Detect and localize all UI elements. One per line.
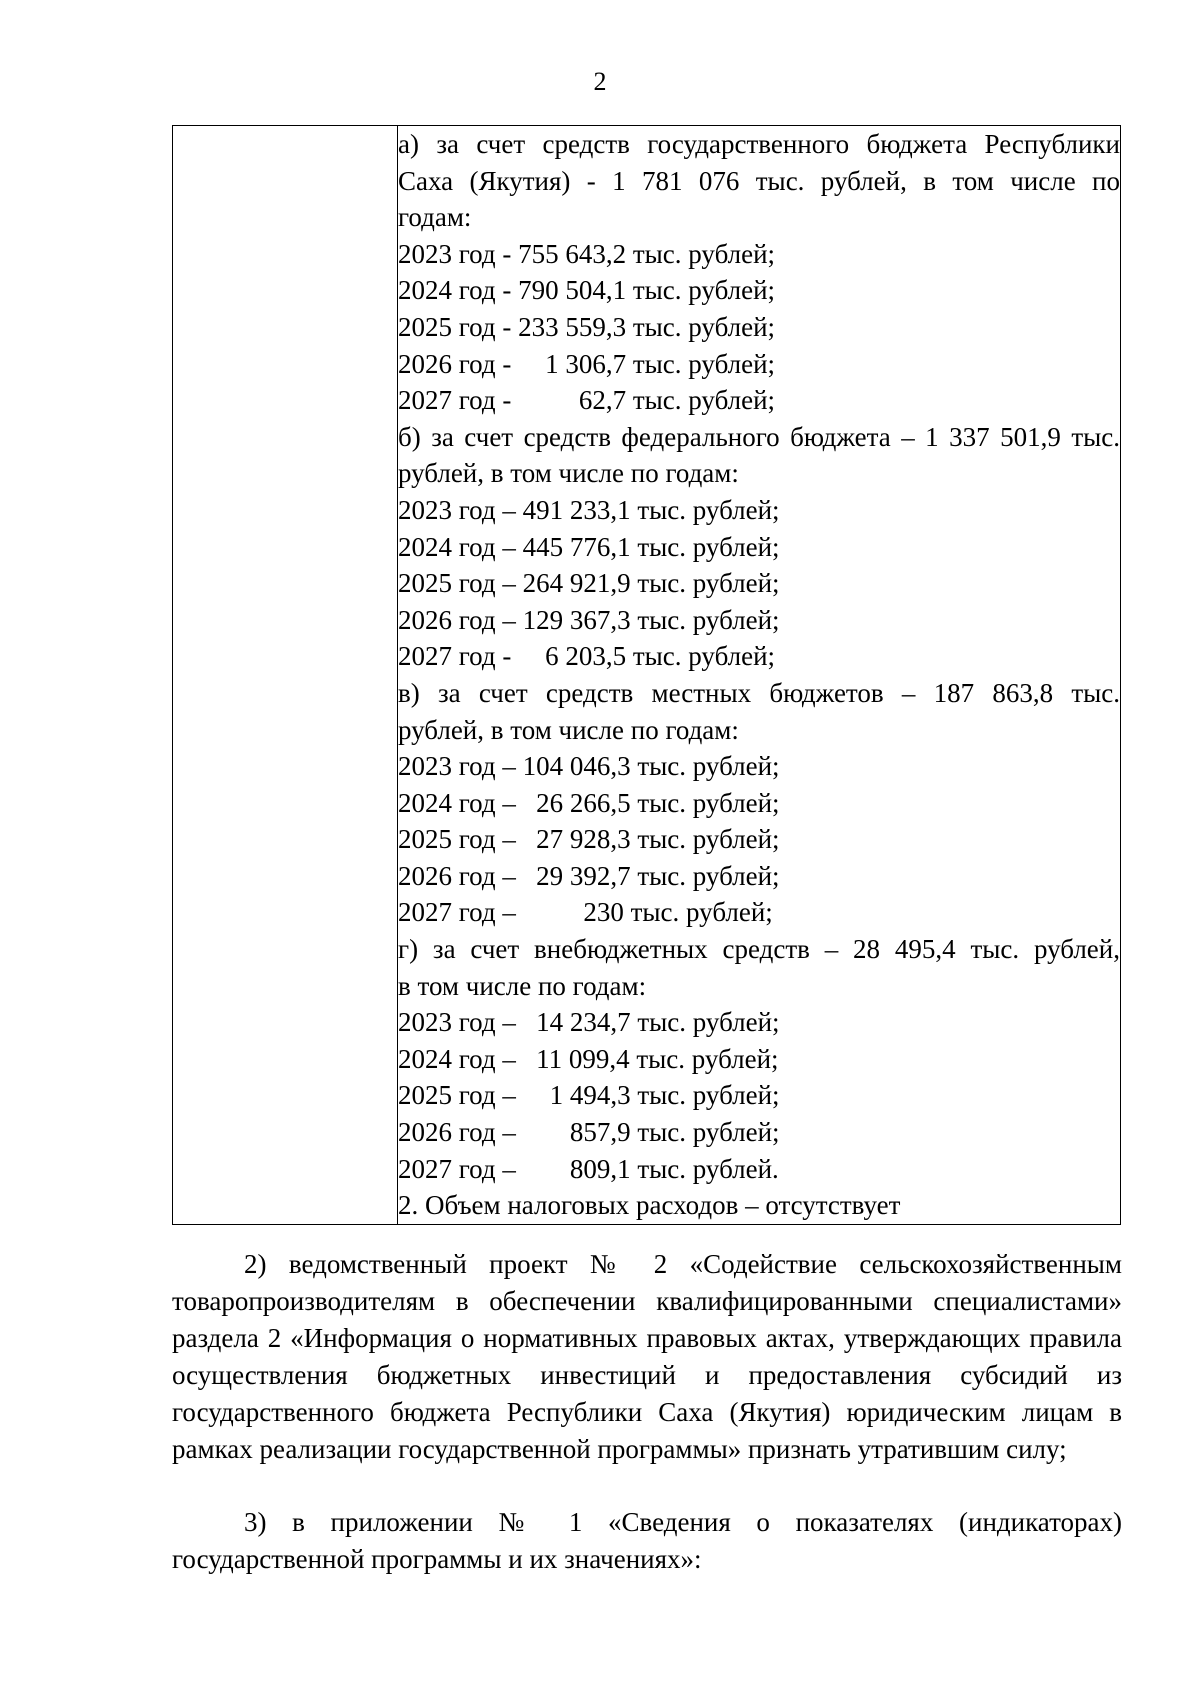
table-right-cell [398,126,1121,1225]
table-left-cell [173,126,398,1225]
funding-line: годам: [398,202,472,233]
funding-line: 2025 год – 1 494,3 тыс. рублей; [398,1080,780,1111]
paragraph-project-2 [172,1246,1122,1468]
paragraph-text: 3) в приложении № 1 «Сведения о показателях (индикаторах) государственной программы и их значениях»: [172,1507,1122,1574]
funding-line: 2027 год – 230 тыс. рублей; [398,897,773,928]
funding-line: Саха (Якутия) - 1 781 076 тыс. рублей, в том числе по [398,165,1120,196]
funding-line: 2026 год – 129 367,3 тыс. рублей; [398,604,780,635]
funding-line: 2027 год – 809,1 тыс. рублей. [398,1153,779,1184]
funding-line: 2026 год – 29 392,7 тыс. рублей; [398,860,780,891]
paragraph-text: 2) ведомственный проект № 2 «Содействие сельскохозяйственным товаропроизводителям в обеспечении квалифицированными специалистами» раздела 2 «Информация о нормативных правовых актах, утверждающих правила осуществления бюджетных инвестиций и предоставления субсидий из государственного бюджета Республики Саха (Якутия) юридическим лицам в рамках реализации государственной программы» признать утратившим силу; [172,1249,1122,1464]
funding-line: 2023 год - 755 643,2 тыс. рублей; [398,238,776,269]
funding-table [172,125,1121,1225]
funding-line: а) за счет средств государственного бюджета Республики [398,129,1120,159]
funding-line: рублей, в том числе по годам: [398,458,739,489]
funding-line: б) за счет средств федерального бюджета – 1 337 501,9 тыс. [398,421,1120,452]
table-row [173,126,1121,1225]
funding-line: 2024 год - 790 504,1 тыс. рублей; [398,275,776,306]
funding-line: 2024 год – 26 266,5 тыс. рублей; [398,787,780,818]
funding-line: 2026 год - 1 306,7 тыс. рублей; [398,348,776,379]
funding-line: 2025 год – 27 928,3 тыс. рублей; [398,824,780,855]
funding-line: в) за счет средств местных бюджетов – 187 863,8 тыс. [398,677,1120,708]
paragraph-appendix-1 [172,1504,1122,1578]
funding-line: 2027 год - 6 203,5 тыс. рублей; [398,641,776,672]
funding-line: в том числе по годам: [398,970,647,1001]
funding-line: 2024 год – 11 099,4 тыс. рублей; [398,1043,779,1074]
funding-line: 2023 год – 14 234,7 тыс. рублей; [398,1007,780,1038]
funding-line: 2027 год - 62,7 тыс. рублей; [398,385,776,416]
funding-line: 2. Объем налоговых расходов – отсутствует [398,1190,901,1221]
page-number: 2 [593,67,607,96]
funding-line: 2026 год – 857,9 тыс. рублей; [398,1117,780,1148]
funding-line: 2024 год – 445 776,1 тыс. рублей; [398,531,780,562]
funding-line: 2025 год - 233 559,3 тыс. рублей; [398,311,776,342]
funding-line: г) за счет внебюджетных средств – 28 495,4 тыс. рублей, [398,934,1120,965]
funding-line: 2023 год – 104 046,3 тыс. рублей; [398,751,780,782]
funding-line: 2023 год – 491 233,1 тыс. рублей; [398,494,780,525]
funding-line: 2025 год – 264 921,9 тыс. рублей; [398,568,780,599]
funding-line: рублей, в том числе по годам: [398,714,739,745]
